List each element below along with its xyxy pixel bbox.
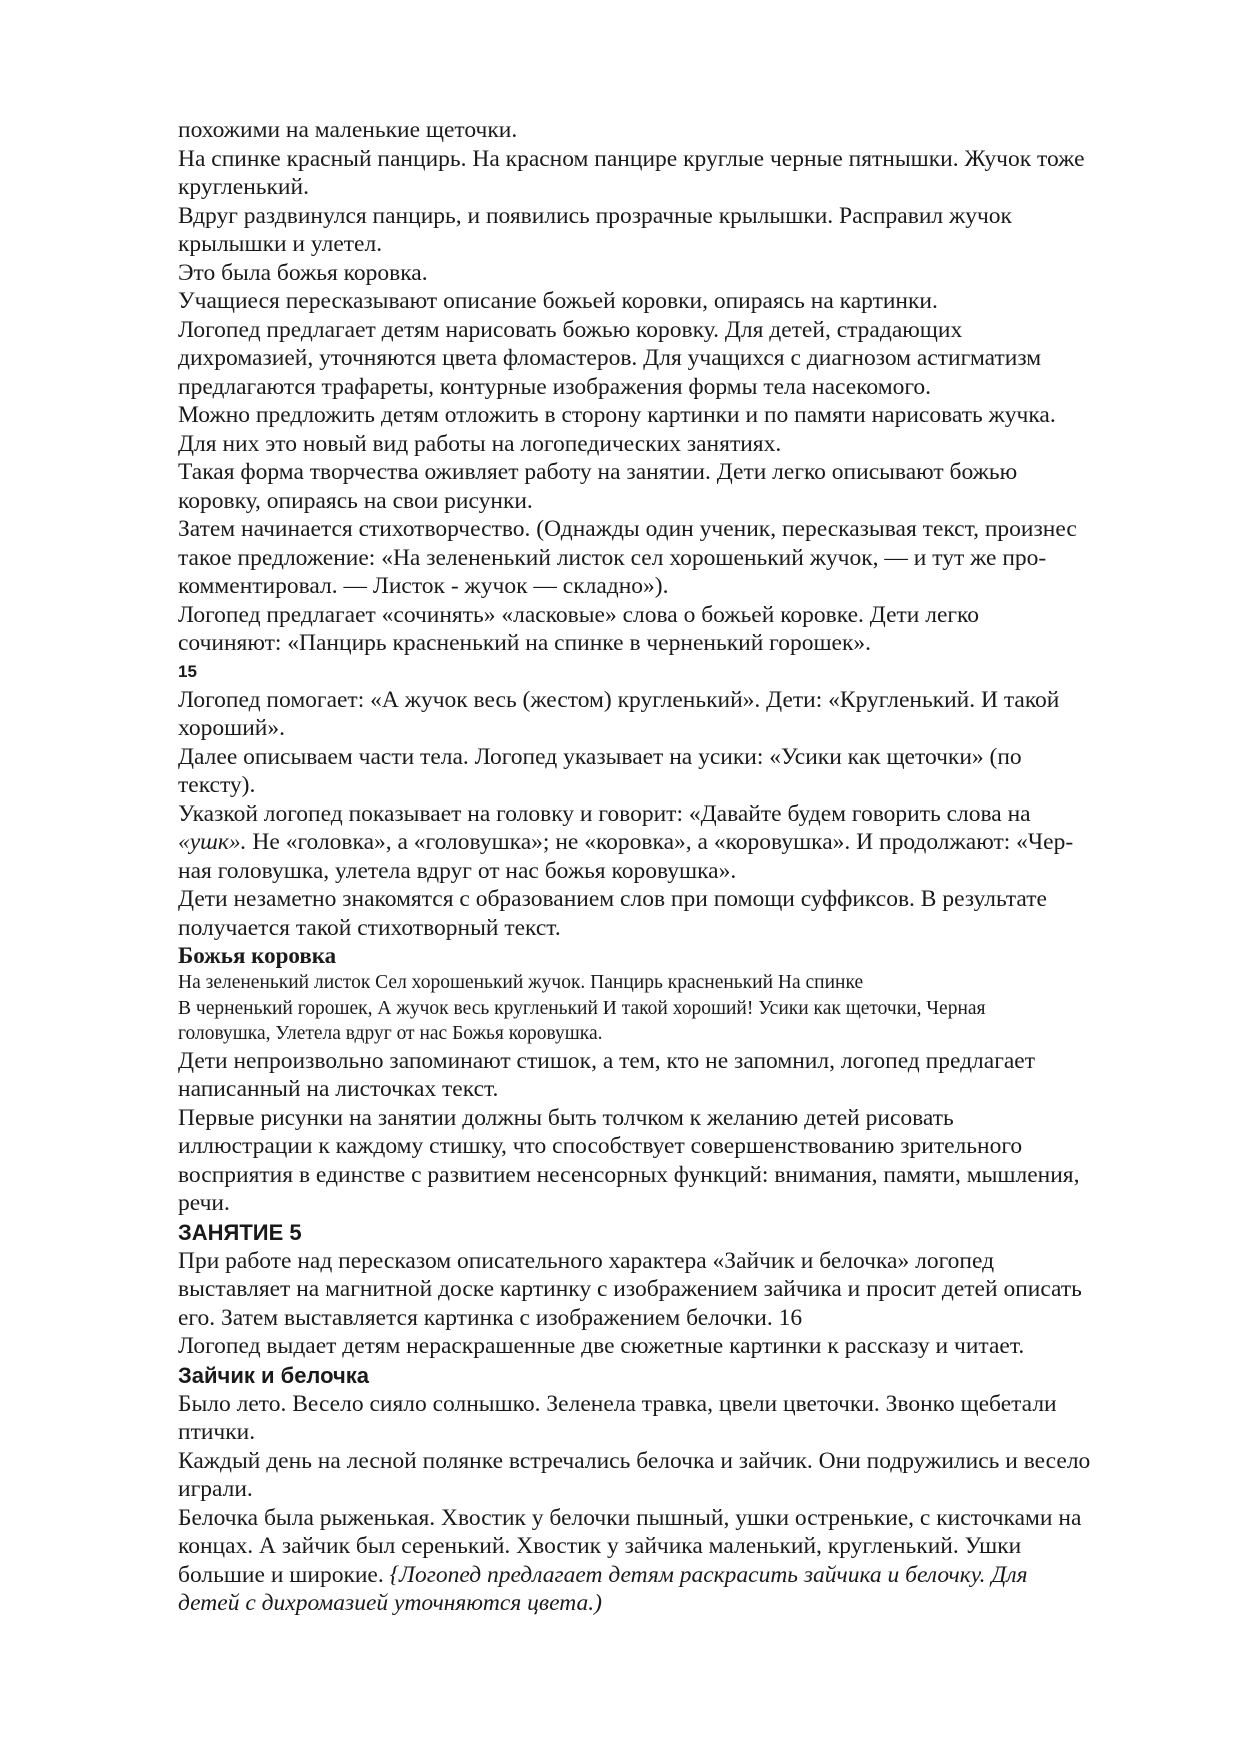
text-line: получается такой стихотворный текст. [178, 914, 561, 941]
italic-text: {Логопед предлагает детям раскрасить зайчика и белочку. Для [389, 1561, 1028, 1588]
text-span: большие и широкие. [178, 1561, 390, 1588]
text-block-6 [178, 1390, 1178, 1504]
paragraph [178, 601, 1178, 658]
text-line: Для них это новый вид работы на логопедических занятиях. [178, 430, 782, 457]
story-title: Зайчик и белочка [178, 1362, 370, 1388]
paragraph [178, 202, 1178, 259]
paragraph [178, 1047, 1178, 1104]
text-line: похожими на маленькие щеточки. [178, 117, 518, 143]
text-block-5 [178, 1247, 1178, 1361]
text-line: выставляет на магнитной доске картинку с изображением зайчика и просит детей описать [178, 1276, 1082, 1302]
paragraph [178, 1332, 1178, 1361]
paragraph [178, 885, 1178, 942]
text-block-1 [178, 116, 1178, 658]
text-line: хороший». [178, 715, 285, 741]
text-line: Логопед помогает: «А жучок весь (жестом) кругленький». Дети: «Кругленький. И такой [178, 686, 1060, 713]
poem-line: В черненький горошек, А жучок весь кругленький И такой хороший! Усики как щеточки, Черная [178, 997, 986, 1019]
poem-line: головушка, Улетела вдруг от нас Божья коровушка. [178, 1023, 603, 1044]
text-line: Логопед предлагает детям нарисовать божью коровку. Для детей, страдающих [178, 316, 963, 343]
text-line: Логопед предлагает «сочинять» «ласковые» слова о божьей коровке. Дети легко [178, 601, 980, 628]
text-line: птички. [178, 1419, 256, 1445]
document-page [178, 116, 1178, 1618]
paragraph [178, 515, 1178, 601]
text-line: Такая форма творчества оживляет работу на занятии. Дети легко описывают божью [178, 459, 1018, 485]
text-line: кругленький. [178, 174, 309, 200]
paragraph [178, 401, 1178, 458]
text-line [178, 1561, 1178, 1590]
paragraph [178, 145, 1178, 202]
text-span: Не «головка», а «головушка»; не «коровка», а «коровушка». И продолжают: «Чер- [246, 829, 1074, 855]
lesson-title: ЗАНЯТИЕ 5 [178, 1219, 302, 1245]
text-line: Белочка была рыженькая. Хвостик у белочки пышный, ушки остренькие, с кисточками на [178, 1504, 1082, 1531]
text-line: речи. [178, 1190, 230, 1216]
text-line: восприятия в единстве с развитием несенсорных функций: внимания, памяти, мышления, [178, 1161, 1080, 1188]
text-block-3 [178, 885, 1178, 942]
text-line: концах. А зайчик был серенький. Хвостик у зайчика маленький, кругленький. Ушки [178, 1533, 1022, 1559]
text-line: комментировал. — Листок - жучок — складно»). [178, 573, 669, 599]
text-line: играли. [178, 1476, 253, 1502]
text-line: Дети непроизвольно запоминают стишок, а тем, кто не запомнил, логопед предлагает [178, 1047, 1035, 1074]
italic-text: детей с дихромазией уточняются цвета.) [178, 1590, 602, 1616]
text-line: такое предложение: «На зелененький листок сел хорошенький жучок, — и тут же про- [178, 544, 1047, 571]
poem-line: На зелененький листок Сел хорошенький жучок. Панцирь красненький На спинке [178, 972, 864, 993]
paragraph [178, 1390, 1178, 1447]
text-line: его. Затем выставляется картинка с изображением белочки. 16 [178, 1304, 803, 1331]
text-line: написанный на листочках текст. [178, 1076, 499, 1102]
italic-text: «ушк». [178, 829, 247, 855]
text-line: дихромазией, уточняются цвета фломастеров. Для учащихся с диагнозом астигматизм [178, 345, 1042, 371]
text-line: Это была божья коровка. [178, 259, 428, 286]
text-line: предлагаются трафареты, контурные изображения формы тела насекомого. [178, 373, 932, 400]
text-line: сочиняют: «Панцирь красненький на спинке в черненький горошек». [178, 630, 872, 656]
poem-title: Божья коровка [178, 943, 337, 968]
paragraph [178, 1447, 1178, 1504]
text-line [178, 828, 1178, 857]
paragraph [178, 316, 1178, 402]
text-line: На спинке красный панцирь. На красном панцире круглые черные пятнышки. Жучок тоже [178, 145, 1085, 172]
text-line: Указкой логопед показывает на головку и говорит: «Давайте будем говорить слова на [178, 800, 1031, 827]
text-line: Дети незаметно знакомятся с образованием слов при помощи суффиксов. В результате [178, 886, 1047, 912]
text-line: Затем начинается стихотворчество. (Однажды один ученик, пересказывая текст, произнес [178, 516, 1077, 542]
text-line: тексту). [178, 772, 256, 798]
text-line: иллюстрации к каждому стишку, что способствует совершенствованию зрительного [178, 1133, 1023, 1159]
paragraph [178, 743, 1178, 800]
paragraph [178, 1247, 1178, 1333]
text-line: Каждый день на лесной полянке встречались белочка и зайчик. Они подружились и весело [178, 1447, 1091, 1474]
text-line: крылышки и улетел. [178, 231, 383, 257]
text-line: Далее описываем части тела. Логопед указывает на усики: «Усики как щеточки» (по [178, 743, 1022, 770]
text-line: Учащиеся пересказывают описание божьей коровки, опираясь на картинки. [178, 288, 938, 314]
text-line: Было лето. Весело сияло солнышко. Зеленела травка, цвели цветочки. Звонко щебетали [178, 1390, 1057, 1417]
paragraph [178, 458, 1178, 515]
page-number: 15 [178, 661, 197, 681]
paragraph-last [178, 1504, 1178, 1618]
text-line: ная головушка, улетела вдруг от нас божья коровушка». [178, 857, 737, 884]
text-block-4 [178, 1047, 1178, 1218]
text-block-2 [178, 686, 1178, 800]
paragraph [178, 116, 1178, 145]
text-line: Первые рисунки на занятии должны быть толчком к желанию детей рисовать [178, 1104, 954, 1131]
paragraph [178, 259, 1178, 288]
text-line: Вдруг раздвинулся панцирь, и появились прозрачные крылышки. Расправил жучок [178, 202, 1012, 229]
poem-text [178, 970, 1178, 1047]
paragraph [178, 287, 1178, 316]
text-line: При работе над пересказом описательного характера «Зайчик и белочка» логопед [178, 1247, 995, 1274]
text-line: Логопед выдает детям нераскрашенные две сюжетные картинки к рассказу и читает. [178, 1333, 1025, 1359]
paragraph-suffix [178, 800, 1178, 886]
text-line: коровку, опираясь на свои рисунки. [178, 487, 533, 514]
paragraph [178, 686, 1178, 743]
paragraph [178, 1104, 1178, 1218]
text-line: Можно предложить детям отложить в сторону картинки и по памяти нарисовать жучка. [178, 402, 1056, 428]
